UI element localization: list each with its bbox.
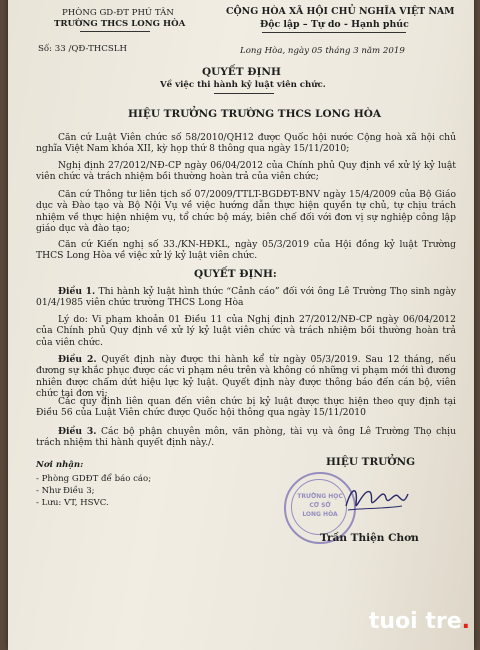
recipient-item: - Như Điều 3;	[36, 486, 95, 496]
article-2-text: Quyết định này được thi hành kể từ ngày 05/3/2019. Sau 12 tháng, nếu đương sự khắc phục được các vi phạm nêu trên và không có những vi phạm mới thì đương nhiên được chấm dứt hiệu lực kỷ luật. Quyết định này được thông báo đến cán bộ, viên chức tại đơn vị;	[36, 354, 456, 399]
article-3-text: Các bộ phận chuyên môn, văn phòng, tài vụ và ông Lê Trường Thọ chịu trách nhiệm thi hành quyết định này./.	[36, 426, 456, 448]
place-date: Long Hòa, ngày 05 tháng 3 năm 2019	[240, 46, 405, 56]
document-title: QUYẾT ĐỊNH	[202, 66, 281, 78]
document-page	[8, 0, 474, 650]
signer-title: HIỆU TRƯỞNG	[326, 456, 415, 468]
document-subtitle: Về việc thi hành kỷ luật viên chức.	[160, 80, 326, 90]
article-2	[36, 354, 456, 400]
signer-name: Trần Thiện Chơn	[320, 532, 419, 544]
article-3	[36, 426, 456, 449]
header-right-underline	[262, 32, 406, 33]
recipient-item: - Phòng GDĐT để báo cáo;	[36, 474, 151, 484]
article-2-label: Điều 2.	[58, 354, 97, 365]
official-seal: TRƯỜNG HỌC CƠ SỞ LONG HÒA	[284, 472, 356, 544]
article-1-reason: Lý do: Vi phạm khoản 01 Điều 11 của Nghị định 27/2012/NĐ-CP ngày 06/04/2012 của Chính phủ Quy định về xử lý kỷ luật viên chức và trách nhiệm bồi thường hoàn trả của viên chức.	[36, 314, 456, 348]
department-name: PHÒNG GD-ĐT PHÚ TÂN	[62, 8, 174, 18]
preamble-4: Căn cứ Kiến nghị số 33./KN-HĐKL, ngày 05/3/2019 của Hội đồng kỷ luật Trường THCS Long Hòa về việc xử lý kỷ luật viên chức.	[36, 239, 456, 262]
preamble-1: Căn cứ Luật Viên chức số 58/2010/QH12 được Quốc hội nước Cộng hoà xã hội chủ nghĩa Việt Nam khóa XII, kỳ họp thứ 8 thông qua ngày 15/11/2010;	[36, 132, 456, 155]
article-1	[36, 286, 456, 309]
article-1-label: Điều 1.	[58, 286, 95, 297]
national-title: CỘNG HÒA XÃ HỘI CHỦ NGHĨA VIỆT NAM	[226, 6, 455, 17]
recipients-heading: Nơi nhận:	[36, 460, 83, 470]
header-left-underline	[80, 31, 150, 32]
recipient-item: - Lưu: VT, HSVC.	[36, 498, 109, 508]
article-2-extra: Các quy định liên quan đến viên chức bị kỷ luật được thực hiện theo quy định tại Điều 56 của Luật Viên chức được Quốc hội thông qua ngày 15/11/2010	[36, 396, 456, 419]
issuing-authority: HIỆU TRƯỞNG TRƯỜNG THCS LONG HÒA	[128, 108, 381, 120]
school-name: TRƯỜNG THCS LONG HÒA	[54, 19, 185, 29]
subtitle-underline	[214, 93, 274, 94]
handwritten-signature	[342, 478, 412, 518]
document-number: Số: 33 /QĐ-THCSLH	[38, 44, 127, 54]
preamble-2: Nghị định 27/2012/NĐ-CP ngày 06/04/2012 của Chính phủ Quy định về xử lý kỷ luật viên chức và trách nhiệm bồi thường hoàn trả của viên chức;	[36, 160, 456, 183]
national-motto: Độc lập – Tự do - Hạnh phúc	[260, 19, 409, 30]
preamble-3: Căn cứ Thông tư liên tịch số 07/2009/TTLT-BGDĐT-BNV ngày 15/4/2009 của Bộ Giáo dục và Đào tạo và Bộ Nội Vụ về việc hướng dẫn thực hiện quyền tự chủ, tự chịu trách nhiệm về thực hiện nhiệm vụ, tổ chức bộ máy, biên chế đối với đơn vị sự nghiệp công lập giáo dục và đào tạo;	[36, 189, 456, 235]
decision-heading: QUYẾT ĐỊNH:	[194, 268, 277, 280]
article-3-label: Điều 3.	[58, 426, 96, 437]
article-1-text: Thi hành kỷ luật hình thức “Cảnh cáo” đối với ông Lê Trường Thọ sinh ngày 01/4/1985 viên chức trường THCS Long Hòa	[36, 286, 456, 308]
newspaper-watermark: tuoi tre.	[369, 609, 470, 634]
